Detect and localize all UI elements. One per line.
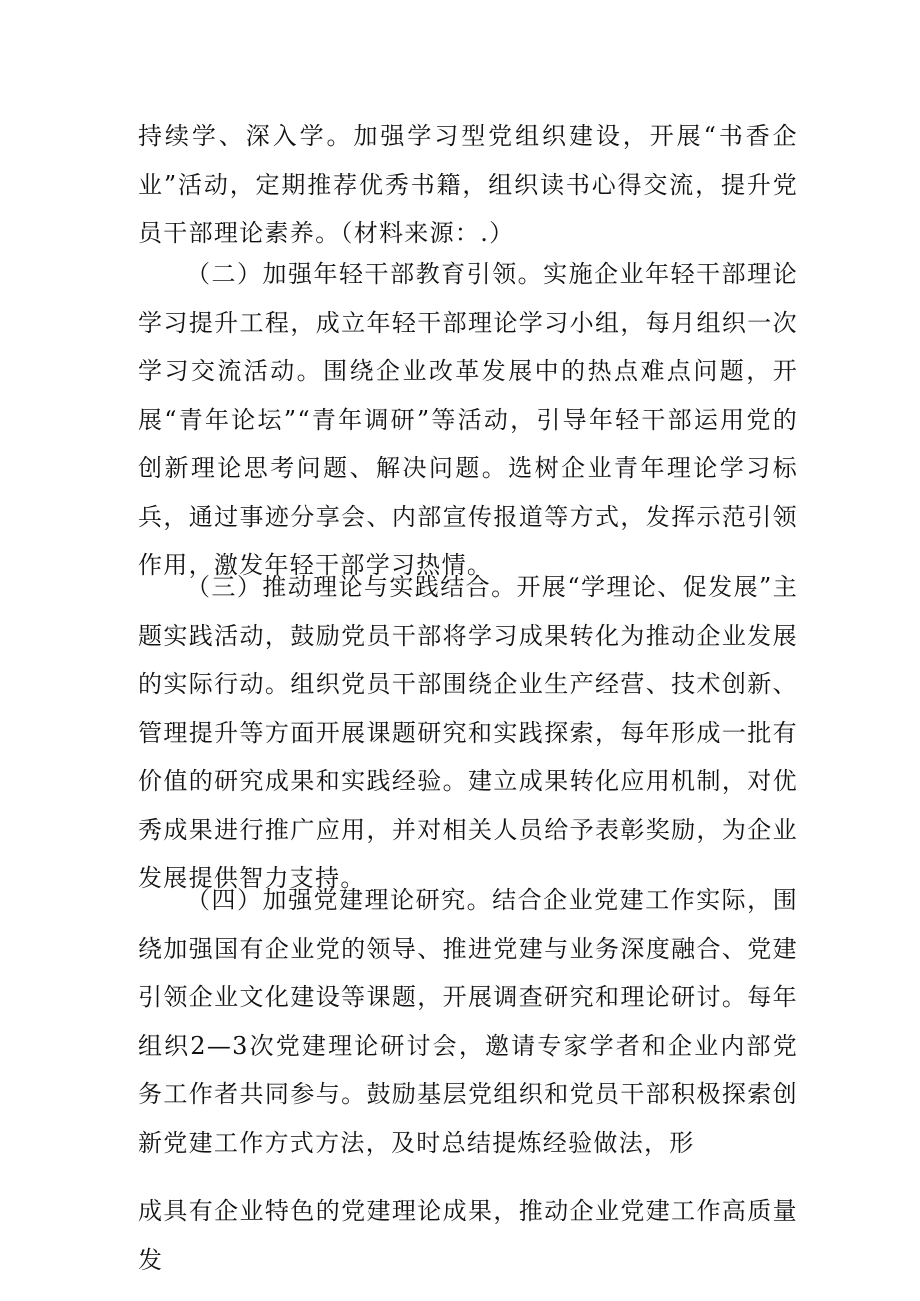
- paragraph-section-3: （三）推动理论与实践结合。开展“学理论、促发展”主题实践活动，鼓励党员干部将学习成果转化为推动企业发展的实际行动。组织党员干部围绕企业生产经营、技术创新、管理提升等方面开展课题研究和实践探索，每年形成一批有价值的研究成果和实践经验。建立成果转化应用机制，对优秀成果进行推广应用，并对相关人员给予表彰奖励，为企业发展提供智力支持。: [138, 573, 798, 892]
- paragraph-section-4: （四）加强党建理论研究。结合企业党建工作实际，围绕加强国有企业党的领导、推进党建与业务深度融合、党建引领企业文化建设等课题，开展调查研究和理论研讨。每年组织2—3次党建理论研讨会，邀请专家学者和企业内部党务工作者共同参与。鼓励基层党组织和党员干部积极探索创新党建工作方式方法，及时总结提炼经验做法，形: [138, 886, 798, 1157]
- paragraph-section-2: （二）加强年轻干部教育引领。实施企业年轻干部理论学习提升工程，成立年轻干部理论学习小组，每月组织一次学习交流活动。围绕企业改革发展中的热点难点问题，开展“青年论坛”“青年调研”等活动，引导年轻干部运用党的创新理论思考问题、解决问题。选树企业青年理论学习标兵，通过事迹分享会、内部宣传报道等方式，发挥示范引领作用，激发年轻干部学习热情。: [138, 260, 798, 579]
- paragraph-continuation: 持续学、深入学。加强学习型党组织建设，开展“书香企业”活动，定期推荐优秀书籍，组织读书心得交流，提升党员干部理论素养。（材料来源：.）: [138, 122, 798, 247]
- paragraph-section-4-continued: 成具有企业特色的党建理论成果，推动企业党建工作高质量发: [138, 1197, 798, 1274]
